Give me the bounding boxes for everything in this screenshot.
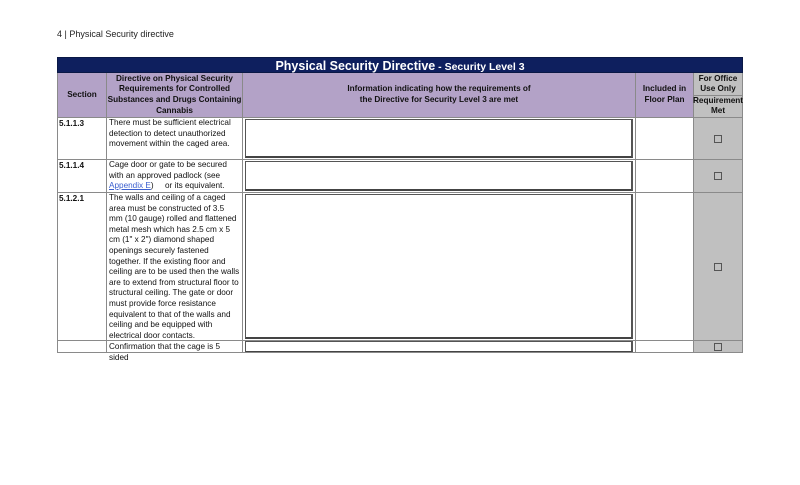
row-requirement-met bbox=[694, 341, 743, 353]
info-input[interactable] bbox=[245, 119, 633, 158]
page-header: 4 | Physical Security directive bbox=[57, 29, 174, 39]
header-info-line2: the Directive for Security Level 3 are met bbox=[359, 95, 519, 104]
table-row bbox=[57, 160, 743, 193]
security-directive-table bbox=[57, 57, 744, 362]
row-section bbox=[57, 341, 107, 353]
row-info-cell bbox=[243, 160, 636, 193]
header-office-use bbox=[694, 73, 743, 118]
requirement-met-checkbox[interactable] bbox=[714, 172, 722, 180]
info-input[interactable] bbox=[245, 161, 633, 191]
table-title bbox=[57, 57, 743, 73]
row-info-cell bbox=[243, 193, 636, 341]
row-section: 5.1.1.4 bbox=[57, 160, 107, 193]
directive-text-end: ) or its equivalent. bbox=[150, 181, 225, 191]
header-requirement-met: Requirement Met bbox=[692, 96, 744, 116]
requirement-met-checkbox[interactable] bbox=[714, 135, 722, 143]
table-title-separator: - bbox=[435, 61, 445, 73]
info-input[interactable] bbox=[245, 194, 633, 339]
row-directive: Confirmation that the cage is 5 sided bbox=[107, 341, 243, 353]
appendix-e-link[interactable]: Appendix E bbox=[109, 181, 151, 191]
header-floor-plan: Included in Floor Plan bbox=[636, 73, 694, 118]
requirement-met-checkbox[interactable] bbox=[714, 263, 722, 271]
row-requirement-met bbox=[694, 118, 743, 160]
table-row bbox=[57, 341, 743, 362]
row-section: 5.1.2.1 bbox=[57, 193, 107, 341]
row-directive: There must be sufficient electrical detection to detect unauthorized movement within the caged area. bbox=[107, 118, 243, 160]
table-row bbox=[57, 193, 743, 341]
row-requirement-met bbox=[694, 160, 743, 193]
row-floor-plan[interactable] bbox=[636, 193, 694, 341]
header-info bbox=[243, 73, 636, 118]
row-floor-plan[interactable] bbox=[636, 341, 694, 353]
row-directive: The walls and ceiling of a caged area must be constructed of 3.5 mm (10 gauge) rolled and flattened metal mesh which has 2.5 cm x 5 cm (1" x 2") diamond shaped openings securely fastened together. If the existing floor and ceiling are to be used then the walls are to extend from structural floor to structural ceiling. The gate or door must provide force resistance equivalent to that of the walls and ceiling and be equipped with electrical door contacts. bbox=[107, 193, 243, 341]
requirement-met-checkbox[interactable] bbox=[714, 343, 722, 351]
row-floor-plan[interactable] bbox=[636, 118, 694, 160]
row-directive bbox=[107, 160, 243, 193]
header-row bbox=[57, 73, 743, 118]
row-info-cell bbox=[243, 341, 636, 353]
directive-text: Cage door or gate to be secured with an approved padlock (see bbox=[109, 160, 227, 180]
header-info-line1: Information indicating how the requirements of bbox=[347, 84, 531, 94]
row-section: 5.1.1.3 bbox=[57, 118, 107, 160]
table-title-main: Physical Security Directive bbox=[275, 59, 436, 73]
table-subtitle: Security Level 3 bbox=[444, 61, 525, 73]
info-input[interactable] bbox=[245, 341, 633, 352]
header-directive: Directive on Physical Security Requirements for Controlled Substances and Drugs Containing Cannabis bbox=[107, 73, 243, 118]
row-floor-plan[interactable] bbox=[636, 160, 694, 193]
table-row bbox=[57, 118, 743, 160]
header-section: Section bbox=[57, 73, 107, 118]
row-requirement-met bbox=[694, 193, 743, 341]
row-info-cell bbox=[243, 118, 636, 160]
header-office-use-only: For Office Use Only bbox=[694, 73, 742, 96]
